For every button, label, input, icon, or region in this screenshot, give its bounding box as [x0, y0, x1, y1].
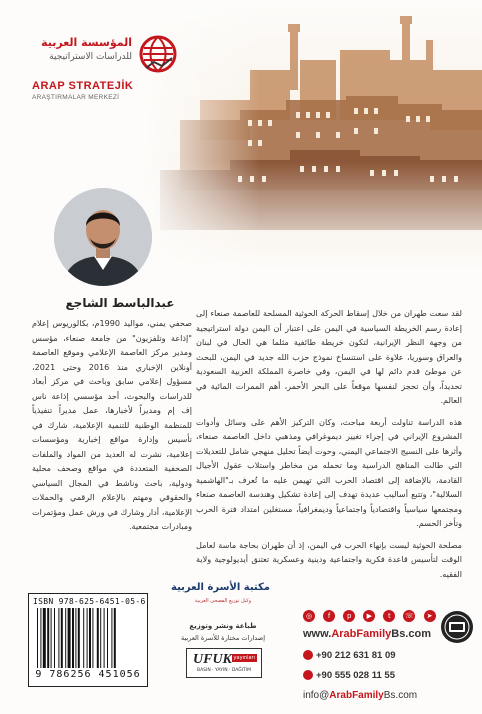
telegram-icon[interactable]: ➤ — [424, 610, 436, 622]
barcode-bar — [104, 608, 105, 668]
twitter-icon[interactable]: t — [383, 610, 395, 622]
barcode-bar — [40, 608, 41, 668]
sanaa-city-illustration — [140, 0, 482, 270]
phone-1-number: +90 212 631 81 09 — [316, 650, 396, 661]
barcode-bar — [68, 608, 71, 668]
barcode-bars-icon — [37, 608, 139, 668]
website-link[interactable] — [303, 628, 431, 640]
phone-2[interactable] — [303, 670, 395, 681]
barcode-bar — [111, 608, 112, 668]
phone-2-number: +90 555 028 11 55 — [316, 670, 395, 681]
email-suffix: Bs.com — [383, 690, 418, 701]
barcode-bar — [107, 608, 108, 668]
barcode-bar — [43, 608, 46, 668]
whatsapp-phone-icon — [303, 670, 313, 680]
book-blurb — [196, 306, 462, 588]
author-bio-text: صحفي يمني، مواليد 1990م، بكالوريوس إعلام "إذاعة وتلفزيون" من جامعة صنعاء، مؤسس ومدير مركز العاصمة الإعلامي وموقع العاصمة أونلاين الإخباري منذ 2016 وحتى 2021، مسؤول إعلامي سابق وباحث في مركز أبعاد للدراسات والبحوث، أحد مؤسسي إذاعة ناس إف إم ومديراً لأخبارها، عمل مديراً تنفيذياً للمنظمة الوطنية للتنمية الإعلامية، شارك في تأسيس وإدارة مواقع إخبارية ومؤسسات إعلامية، نشرت له العديد من المواد والملفات الصحفية المتعددة في مواقع وصحف محلية ودولية، باحث وناشط في المجال السياسي والحقوقي ومهتم بالإعلام الرقمي والحملات الإعلامية، أدار وشارك في ورش عمل ومؤتمرات ومبادرات مجتمعية. — [32, 318, 193, 531]
author-photo-icon — [54, 188, 152, 286]
youtube-icon[interactable]: ▶ — [363, 610, 375, 622]
email-link[interactable] — [303, 690, 417, 701]
partner-tag: yayınları — [233, 655, 255, 661]
publisher-name: مكتبة الأسرة العربية — [171, 582, 270, 593]
barcode-bar — [51, 608, 52, 668]
email-brand: ArabFamily — [329, 690, 384, 701]
barcode-bar — [47, 608, 49, 668]
barcode-bar — [54, 608, 55, 668]
globe-emblem-icon — [138, 34, 178, 74]
instagram-icon[interactable]: ◎ — [303, 610, 315, 622]
facebook-icon[interactable]: f — [323, 610, 335, 622]
barcode-bar — [58, 608, 59, 668]
blurb-paragraph-1: لقد سعت طهران من خلال إسقاط الحركة الحوثية المسلحة للعاصمة صنعاء إلى إعادة رسم الخريطة السياسية في اليمن على اعتبار أن اليمن دولة استراتيجية من وجهة النظر الإيرانية، لتكون خريطة طائفية مثلما هي الحال في لبنان والعراق وسوريا، علاوة على استنساخ نموذج حزب الله جديد في اليمن، للبحث عن موطئ قدم دائم لها في اليمن، وفي خاصرة المملكة العربية السعودية تحديداً، وأن تحجز لنفسها موقعاً على البحر الأحمر، أهم الممرات المائية في العالم. — [196, 308, 462, 405]
website-brand: ArabFamily — [331, 628, 392, 640]
partner-logo — [186, 648, 262, 678]
org-name-ar: المؤسسة العربية — [41, 36, 132, 49]
barcode-bar — [87, 608, 88, 668]
barcode-bar — [89, 608, 91, 668]
publisher-slogan: إصدارات مختارة للأسرة العربية — [180, 634, 266, 642]
quality-seal-icon — [440, 610, 474, 644]
website-prefix: www. — [303, 628, 332, 640]
author-name: عبدالباسط الشاجع — [65, 296, 175, 310]
author-portrait — [54, 188, 152, 286]
barcode-bar — [92, 608, 93, 668]
author-bio — [32, 316, 192, 534]
website-suffix: Bs.com — [391, 628, 431, 640]
barcode-bar — [37, 608, 38, 668]
publisher-services: طباعة ونشر وتوزيع — [189, 622, 257, 630]
org-subtitle-ar: للدراسات الاستراتيجية — [49, 52, 132, 62]
phone-1[interactable] — [303, 650, 396, 661]
org-subtitle-tr: ARAŞTIRMALAR MERKEZİ — [32, 94, 120, 101]
phone-icon — [303, 650, 313, 660]
isbn-label: ISBN 978-625-6451-05-6 — [33, 597, 146, 606]
org-name-tr: ARAP STRATEJİK — [32, 80, 134, 92]
pinterest-icon[interactable]: p — [343, 610, 355, 622]
whatsapp-icon[interactable]: ☏ — [405, 612, 414, 620]
barcode-bar — [78, 608, 80, 668]
blurb-paragraph-2: هذه الدراسة تناولت أربعة مباحث، وكان التركيز الأهم على وسائل وأدوات المشروع الإيراني في إجراء تغيير ديموغرافي ومذهبي داخل العاصمة صنعاء، وأثرها على النسيج الاجتماعي اليمني، وحوت أيضاً تحليل منهجي شامل للتعديلات التي طالت المناهج الدراسية وما تحمله من مخاطر واستلاب عقول الأجيال القادمة، بالإضافة إلى اقتصاد الحرب التي تهيمن عليه ما تُعرف بـ"الهاشمية السلالية"، وتتبع أساليب عديدة تهدف إلى إعادة تشكيل وهندسة العاصمة صنعاء ومجتمعها سياسياً واقتصادياً واجتماعياً وديمغرافياً، مستغلين امتداد فترة الحرب وتأخر الحسم. — [196, 416, 462, 528]
barcode-bar — [61, 608, 63, 668]
email-prefix: info@ — [303, 690, 330, 701]
publisher-tagline: وكيل توزيع الفصحى العربية — [194, 598, 252, 604]
partner-name: UFUK — [193, 652, 232, 667]
barcode-bar — [114, 608, 116, 668]
barcode-bar — [65, 608, 66, 668]
barcode-bar — [100, 608, 101, 668]
social-icons — [303, 610, 439, 623]
partner-subtitle: BASIN · YAYIN · DAĞITIM — [196, 668, 252, 673]
barcode-bar — [83, 608, 84, 668]
blurb-paragraph-3: مصلحة الحوثية ليست بإنهاء الحرب في اليمن، إذ أن طهران بحاجة ماسة لعامل الوقت لتأسيس قاعدة فكرية واجتماعية ودينية وعسكرية تعتنق أيديولوجية ولاية الفقيه. — [196, 539, 462, 579]
org-logo — [28, 34, 178, 104]
barcode-bar — [72, 608, 74, 668]
isbn-barcode — [28, 593, 148, 687]
barcode-bar — [75, 608, 76, 668]
barcode-bar — [97, 608, 99, 668]
barcode-number: 9 786256 451056 — [35, 669, 141, 680]
